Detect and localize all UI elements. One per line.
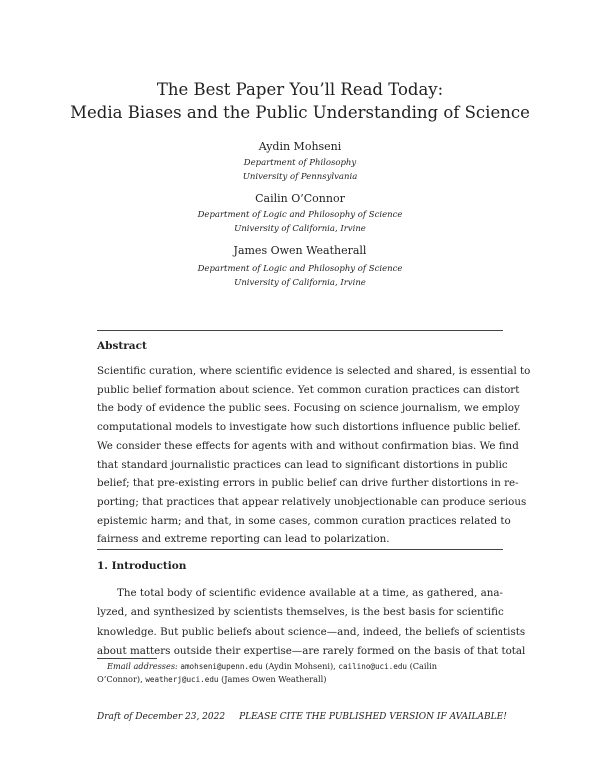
author-affiliation: Department of Logic and Philosophy of Science [197,264,403,274]
author-name: Cailin O’Connor [255,192,345,205]
author-name: James Owen Weatherall [233,244,367,257]
author-affiliation: Department of Logic and Philosophy of Science [197,210,403,220]
footnote-name: (Cailin [409,661,438,671]
abstract-heading: Abstract [97,340,147,352]
footnote-name: (James Owen Weatherall) [221,674,327,684]
body-line: about matters outside their expertise—are rarely formed on the basis of that total [97,644,526,657]
abstract-line: fairness and extreme reporting can lead to polarization. [97,533,390,546]
abstract-bottom-rule [97,549,503,550]
abstract-body [97,362,531,549]
footnote [97,660,503,686]
abstract-line: belief; that pre-existing errors in public belief can drive further distortions in re- [97,477,519,490]
draft-notice [97,712,507,722]
footnote-name: O’Connor), [97,674,143,684]
abstract-line: the body of evidence the public sees. Focusing on science journalism, we employ [97,402,520,415]
abstract-top-rule [97,330,503,331]
introduction-body [97,584,526,661]
author-affiliation: University of California, Irvine [234,224,366,234]
email-link[interactable]: amohseni@upenn.edu [180,662,263,671]
draft-date: Draft of December 23, 2022 [97,712,226,722]
author-name: Aydin Mohseni [258,140,342,153]
abstract-line: porting; that practices that appear relatively unobjectionable can produce serious [97,495,527,508]
draft-note: PLEASE CITE THE PUBLISHED VERSION IF AVAILABLE! [239,712,507,722]
abstract-line: We consider these effects for agents with and without confirmation bias. We find [97,439,519,452]
footnote-name: (Aydin Mohseni), [265,661,336,671]
section-heading: 1. Introduction [97,560,187,572]
author-affiliation: University of Pennsylvania [242,172,358,182]
footnote-label: Email addresses: [107,661,178,671]
body-line: lyzed, and synthesized by scientists themselves, is the best basis for scientific [97,606,504,619]
footnote-rule [97,658,157,659]
author-affiliation: Department of Philosophy [243,158,357,168]
body-line: The total body of scientific evidence available at a time, as gathered, ana- [117,587,503,599]
abstract-line: public belief formation about science. Yet common curation practices can distort [97,383,520,396]
abstract-line: epistemic harm; and that, in some cases, common curation practices related to [97,514,511,527]
email-link[interactable]: weatherj@uci.edu [145,675,219,684]
abstract-line: Scientific curation, where scientific evidence is selected and shared, is essential to [97,365,531,377]
body-line: knowledge. But public beliefs about science—and, indeed, the beliefs of scientists [97,625,526,638]
paper-title [60,78,540,124]
author-affiliation: University of California, Irvine [234,278,366,288]
abstract-line: computational models to investigate how such distortions influence public belief. [97,421,521,434]
title-line-2: Media Biases and the Public Understanding of Science [70,103,530,122]
abstract-line: that standard journalistic practices can lead to significant distortions in public [97,458,508,471]
title-line-1: The Best Paper You’ll Read Today: [156,80,444,99]
email-link[interactable]: cailino@uci.edu [338,662,407,671]
